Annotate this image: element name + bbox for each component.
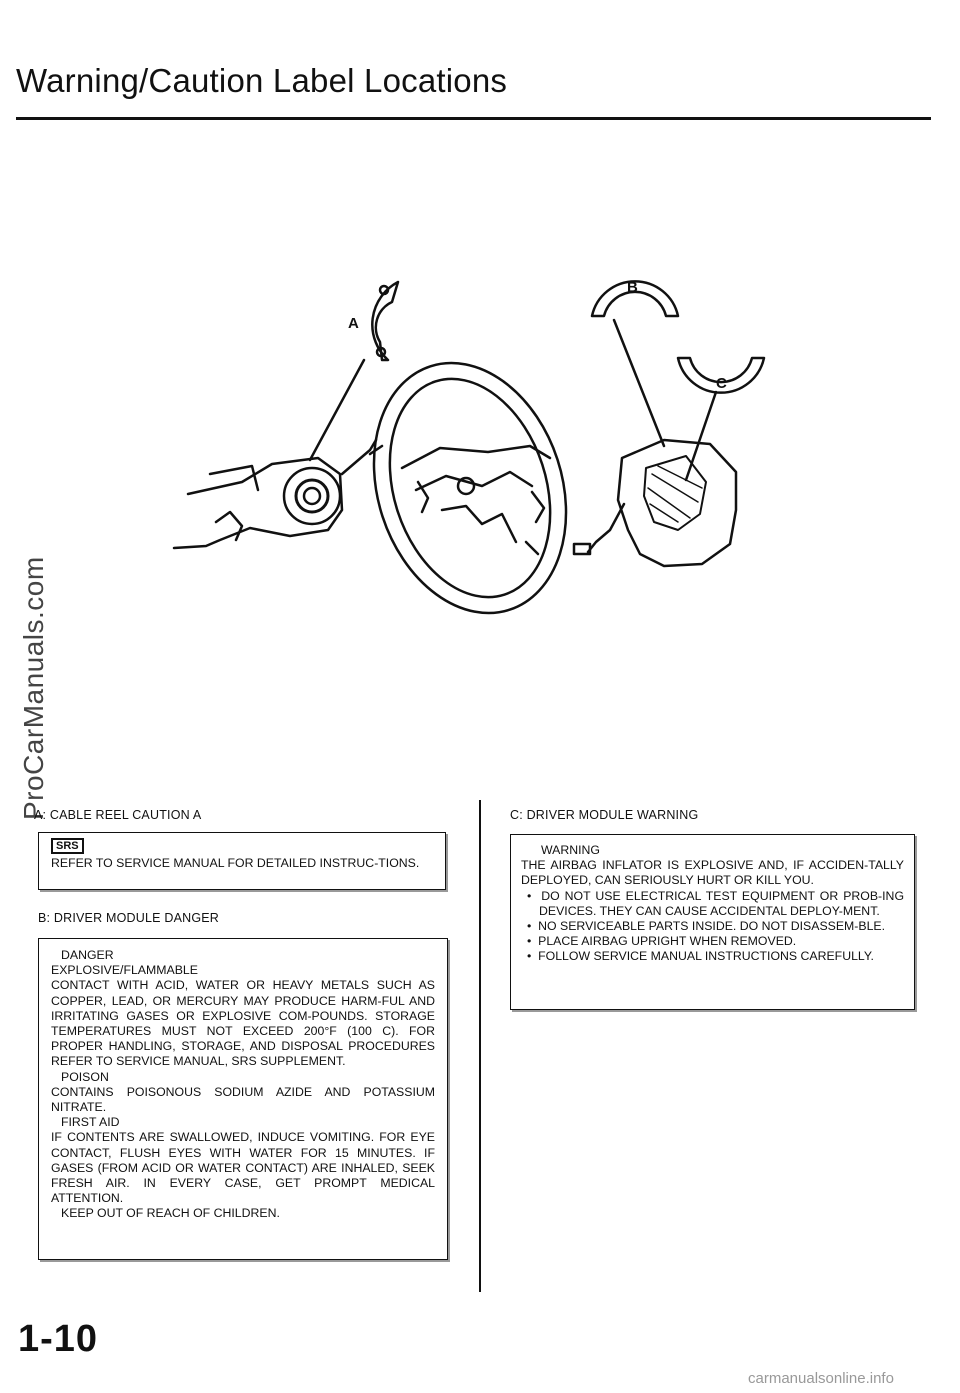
warning-bullet: • NO SERVICEABLE PARTS INSIDE. DO NOT DISASSEM-BLE. [527, 919, 886, 934]
danger-body: CONTACT WITH ACID, WATER OR HEAVY METALS SUCH AS COPPER, LEAD, OR MERCURY MAY PRODUCE HARM-FUL AND IRRITATING GASES OR EXPLOSIVE COM-POUNDS. STORAGE TEMPERATURES MUST NOT EXCEED 200°F (100 C). FOR PROPER HANDLING, STORAGE, AND DISPOSAL PROCEDURES REFER TO SERVICE MANUAL, SRS SUPPLEMENT. [51, 978, 435, 1069]
section-c-caption: C: DRIVER MODULE WARNING [510, 808, 699, 822]
first-aid-heading: FIRST AID [61, 1115, 120, 1130]
srs-badge: SRS [51, 838, 84, 854]
section-b-caption: B: DRIVER MODULE DANGER [38, 911, 220, 925]
warning-bullet: • PLACE AIRBAG UPRIGHT WHEN REMOVED. [527, 934, 797, 949]
watermark: ProCarManuals.com [18, 556, 49, 820]
children-warning: KEEP OUT OF REACH OF CHILDREN. [61, 1206, 280, 1221]
section-b-box [38, 938, 448, 1260]
page-number: 1-10 [18, 1318, 99, 1360]
warning-heading: WARNING [541, 843, 600, 857]
first-aid-body: IF CONTENTS ARE SWALLOWED, INDUCE VOMITING. FOR EYE CONTACT, FLUSH EYES WITH WATER FOR 15 MINUTES. IF GASES (FROM ACID OR WATER CONTACT) ARE INHALED, SEEK FRESH AIR. IN EVERY CASE, GET PROMPT MEDICAL ATTENTION. [51, 1130, 435, 1206]
label-c-letter: C [716, 375, 727, 392]
section-a-box [38, 832, 446, 890]
poison-body: CONTAINS POISONOUS SODIUM AZIDE AND POTASSIUM NITRATE. [51, 1084, 435, 1115]
section-a-caption: A: CABLE REEL CAUTION A [34, 808, 202, 822]
danger-heading: DANGER [61, 948, 114, 962]
title-rule [16, 117, 931, 120]
footer-url: carmanualsonline.info [748, 1370, 894, 1387]
label-a-letter: A [348, 315, 359, 332]
section-c-box [510, 834, 915, 1010]
label-b-letter: B [627, 279, 638, 296]
warning-intro: THE AIRBAG INFLATOR IS EXPLOSIVE AND, IF ACCIDEN-TALLY DEPLOYED, CAN SERIOUSLY HURT OR KILL YOU. [521, 858, 904, 888]
warning-bullet: • DO NOT USE ELECTRICAL TEST EQUIPMENT OR PROB-ING DEVICES. THEY CAN CAUSE ACCIDENTAL DEPLOY-MENT. [527, 888, 905, 918]
column-divider [479, 800, 481, 1292]
poison-heading: POISON [61, 1069, 109, 1084]
explosive-heading: EXPLOSIVE/FLAMMABLE [51, 963, 198, 978]
steering-wheel-illustration [170, 260, 790, 620]
airbag-hatched-panel [644, 456, 706, 530]
warning-bullet: • FOLLOW SERVICE MANUAL INSTRUCTIONS CAREFULLY. [527, 949, 874, 964]
section-a-text: REFER TO SERVICE MANUAL FOR DETAILED INSTRUC-TIONS. [51, 856, 420, 870]
page-title: Warning/Caution Label Locations [16, 62, 508, 99]
